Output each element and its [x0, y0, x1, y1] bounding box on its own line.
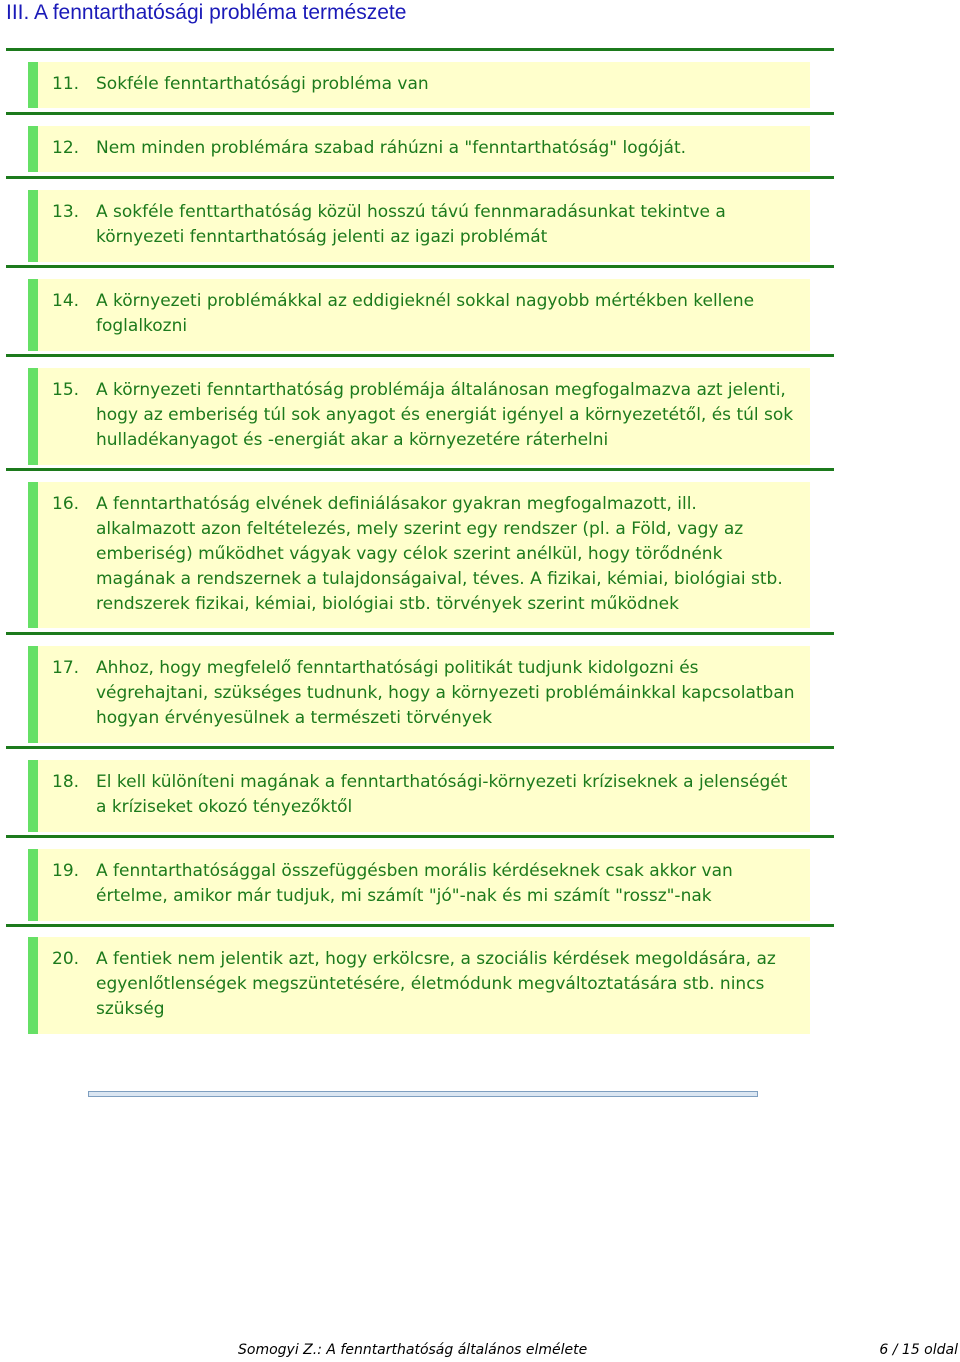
item-number: 12. [52, 138, 80, 158]
item-text: A fenntarthatóság elvének definiálásakor gyakran megfogalmazott, ill. alkalmazott azon feltételezés, mely szerint egy rendszer (pl. a Föld, vagy az emberiség) működhet vágyak vagy célok szerint anélkül, hogy törődnénk magának a rendszernek a tulajdonságaival, téves. A fizikai, kémiai, biológiai stb. rendszerek fizikai, kémiai, biológiai stb. törvények szerint működnek [96, 494, 783, 614]
item-divider [6, 632, 834, 635]
item-accent-bar [28, 646, 38, 743]
item-accent-bar [28, 368, 38, 465]
item-text: A fenntarthatósággal összefüggésben morális kérdéseknek csak akkor van értelme, amikor már tudjuk, mi számít "jó"-nak és mi számít "rossz"-nak [96, 861, 733, 906]
page-number: 6 / 15 oldal [879, 1342, 958, 1358]
item-text: A környezeti fenntarthatóság problémája általánosan megfogalmazva azt jelenti, hogy az emberiség túl sok anyagot és energiát igényel a környezetétől, és túl sok hulladékanyagot és -energiát akar a környezetére ráterhelni [96, 380, 794, 450]
section-end-divider [88, 1091, 758, 1097]
item-text: Ahhoz, hogy megfelelő fenntarthatósági politikát tudjunk kidolgozni és végrehajtani, szükséges tudnunk, hogy a környezeti problémáinkkal kapcsolatban hogyan érvényesülnek a természeti törvények [96, 658, 795, 728]
item-accent-bar [28, 126, 38, 172]
item-accent-bar [28, 190, 38, 262]
footer-title: Somogyi Z.: A fenntarthatóság általános elmélete [238, 1342, 588, 1358]
item-accent-bar [28, 279, 38, 351]
item-box [28, 937, 810, 1034]
item-divider [6, 176, 834, 179]
item-number: 15. [52, 380, 80, 400]
item-text: Nem minden problémára szabad ráhúzni a "fenntarthatóság" logóját. [96, 138, 687, 158]
item-box [28, 849, 810, 921]
item-number: 11. [52, 74, 80, 94]
item-box [28, 760, 810, 832]
item-text: Sokféle fenntarthatósági probléma van [96, 74, 429, 94]
item-text: A fentiek nem jelentik azt, hogy erkölcsre, a szociális kérdések megoldására, az egyenlőtlenségek megszüntetésére, életmódunk megváltoztatására stb. nincs szükség [96, 949, 776, 1019]
item-box [28, 646, 810, 743]
item-box [28, 279, 810, 351]
heading-divider [6, 48, 834, 51]
item-number: 19. [52, 861, 80, 881]
item-divider [6, 835, 834, 838]
item-divider [6, 468, 834, 471]
item-divider [6, 924, 834, 927]
item-box [28, 62, 810, 108]
item-number: 13. [52, 202, 80, 222]
item-number: 16. [52, 494, 80, 514]
item-accent-bar [28, 482, 38, 628]
item-divider [6, 112, 834, 115]
item-text: A környezeti problémákkal az eddigieknél sokkal nagyobb mértékben kellene foglalkozni [96, 291, 755, 336]
item-text: A sokféle fenttarthatóság közül hosszú távú fennmaradásunkat tekintve a környezeti fenntarthatóság jelenti az igazi problémát [96, 202, 726, 247]
item-number: 18. [52, 772, 80, 792]
item-accent-bar [28, 937, 38, 1034]
item-box [28, 190, 810, 262]
item-number: 17. [52, 658, 80, 678]
item-box [28, 126, 810, 172]
item-divider [6, 746, 834, 749]
item-number: 14. [52, 291, 80, 311]
item-box [28, 482, 810, 628]
item-accent-bar [28, 62, 38, 108]
item-text: El kell különíteni magának a fenntarthatósági-környezeti kríziseknek a jelenségét a kríziseket okozó tényezőktől [96, 772, 788, 817]
item-box [28, 368, 810, 465]
item-accent-bar [28, 760, 38, 832]
item-divider [6, 265, 834, 268]
item-number: 20. [52, 949, 80, 969]
page-title: III. A fenntarthatósági probléma természete [6, 1, 407, 24]
item-divider [6, 354, 834, 357]
item-accent-bar [28, 849, 38, 921]
